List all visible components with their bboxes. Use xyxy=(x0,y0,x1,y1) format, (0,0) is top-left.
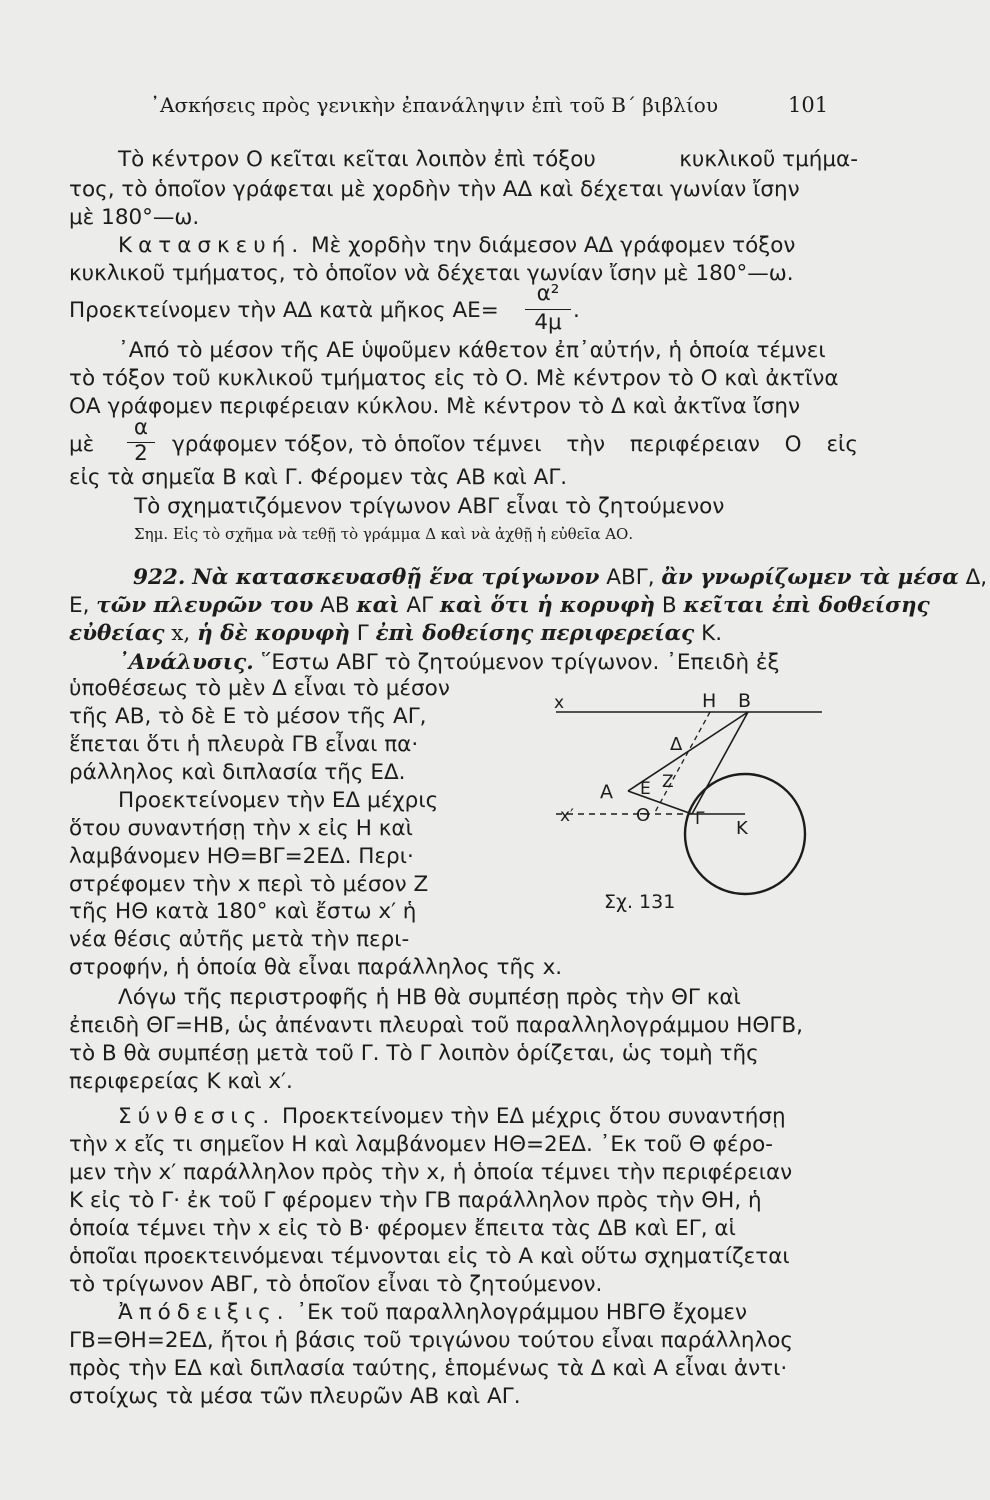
text-line: ράλληλος καὶ διπλασία τῆς ΕΔ. xyxy=(69,760,406,785)
text-line: Προεκτείνομεν τὴν ΑΔ κατὰ μῆκος ΑΕ= xyxy=(69,298,499,323)
text-line: ἕπεται ὅτι ἡ πλευρὰ ΓΒ εἶναι πα· xyxy=(69,732,419,757)
text-line: λαμβάνομεν ΗΘ=ΒΓ=2ΕΔ. Περι· xyxy=(69,844,414,869)
fraction-numerator: α² xyxy=(536,281,560,306)
fraction-denominator: 4μ xyxy=(534,310,562,335)
figure-caption: Σχ. 131 xyxy=(604,891,676,913)
section-label: Κατασκευή. xyxy=(118,233,305,258)
text-line: στρέφομεν τὴν x περὶ τὸ μέσον Ζ xyxy=(69,872,429,897)
note: Σημ. Εἰς τὸ σχῆμα νὰ τεθῇ τὸ γράμμα Δ καὶ νὰ ἀχθῇ ἡ εὐθεῖα ΑΟ. xyxy=(134,525,634,543)
period: . xyxy=(573,298,580,323)
text-line: ΟΑ γράφομεν περιφέρειαν κύκλου. Μὲ κέντρον τὸ Δ καὶ ἀκτῖνα ἴσην xyxy=(69,394,801,419)
text-line: μὲ xyxy=(69,432,95,457)
problem-number: 922. xyxy=(133,565,186,590)
text-line: περιφερείας Κ καὶ x′. xyxy=(69,1069,293,1094)
running-title: ᾿Ασκήσεις πρὸς γενικὴν ἐπανάληψιν ἐπὶ τοῦ Β΄ βιβλίου xyxy=(150,93,718,117)
text-line: πρὸς τὴν ΕΔ καὶ διπλασία ταύτης, ἑπομένως τὰ Δ καὶ Α εἶναι ἀντι· xyxy=(69,1356,788,1381)
fraction-denominator: 2 xyxy=(134,441,148,466)
label-e: Ε xyxy=(640,779,651,799)
text-line: ἐπειδὴ ΘΓ=ΗΒ, ὡς ἀπέναντι πλευραὶ τοῦ παραλληλογράμμου ΗΘΓΒ, xyxy=(69,1013,803,1038)
label-h: Η xyxy=(702,690,717,712)
label-g: Γ xyxy=(695,809,705,829)
line-h-theta xyxy=(654,712,710,814)
text-line: στροφήν, ἡ ὁποία θὰ εἶναι παράλληλος τῆς x. xyxy=(69,955,563,980)
label-x: x xyxy=(554,693,565,713)
text-line: μὲ 180°—ω. xyxy=(69,205,200,230)
text-line: Κ εἰς τὸ Γ· ἐκ τοῦ Γ φέρομεν τὴν ΓΒ παράλληλον πρὸς τὴν ΘΗ, ἡ xyxy=(69,1188,762,1213)
section-label: Ἀπόδειξις. xyxy=(118,1300,290,1325)
section-label: ᾿Ανάλυσις. xyxy=(118,650,254,675)
label-k: Κ xyxy=(736,818,748,839)
text-line: Κατασκευή. Μὲ χορδὴν την διάμεσον ΑΔ γράφομεν τόξον xyxy=(118,233,796,258)
text-line: Σύνθεσις. Προεκτείνομεν τὴν ΕΔ μέχρις ὅτου συναντήσῃ xyxy=(118,1104,786,1129)
text-line: Τὸ σχηματιζόμενον τρίγωνον ΑΒΓ εἶναι τὸ ζητούμενον xyxy=(134,494,725,519)
text-line: Ἀπόδειξις. ᾿Εκ τοῦ παραλληλογράμμου ΗΒΓΘ ἔχομεν xyxy=(118,1300,748,1325)
text-line: νέα θέσις αὐτῆς μετὰ τὴν περι- xyxy=(69,927,410,952)
text-line: ὁποῖαι προεκτεινόμεναι τέμνονται εἰς τὸ Α καὶ οὕτω σχηματίζεται xyxy=(69,1244,790,1269)
text-line: τὸ Β θὰ συμπέσῃ μετὰ τοῦ Γ. Τὸ Γ λοιπὸν ὁρίζεται, ὡς τομὴ τῆς xyxy=(69,1041,759,1066)
text-line: τος, τὸ ὁποῖον γράφεται μὲ χορδὴν τὴν ΑΔ καὶ δέχεται γωνίαν ἴσην xyxy=(69,177,800,202)
label-b: Β xyxy=(738,690,752,712)
geometry-figure xyxy=(540,688,830,918)
fraction-numerator: α xyxy=(133,415,149,440)
text-line: ὑποθέσεως τὸ μὲν Δ εἶναι τὸ μέσον xyxy=(69,676,450,701)
text-line: Προεκτείνομεν τὴν ΕΔ μέχρις xyxy=(118,788,439,813)
text-line: τὸ τρίγωνον ΑΒΓ, τὸ ὁποῖον εἶναι τὸ ζητούμενον. xyxy=(69,1272,603,1297)
problem-statement: 922. Νὰ κατασκευασθῇ ἕνα τρίγωνον ΑΒΓ, ἂν γνωρίζωμεν τὰ μέσα Δ, xyxy=(133,565,988,590)
text-line: τὸ τόξον τοῦ κυκλικοῦ τμήματος εἰς τὸ Ο. Μὲ κέντρον τὸ Ο καὶ ἀκτῖνα xyxy=(69,366,839,391)
text-line: ΓΒ=ΘΗ=2ΕΔ, ἤτοι ἡ βάσις τοῦ τριγώνου τούτου εἶναι παράλληλος xyxy=(69,1328,794,1353)
section-label: Σύνθεσις. xyxy=(118,1104,276,1129)
text-line: τὴν x εἴς τι σημεῖον Η καὶ λαμβάνομεν ΗΘ=2ΕΔ. ᾿Εκ τοῦ Θ φέρο- xyxy=(69,1132,774,1157)
label-theta: Θ xyxy=(636,805,651,826)
text-line: τῆς ΑΒ, τὸ δὲ Ε τὸ μέσον τῆς ΑΓ, xyxy=(69,704,427,729)
text-line: μεν τὴν x′ παράλληλον πρὸς τὴν x, ἡ ὁποία τέμνει τὴν περιφέρειαν xyxy=(69,1160,793,1185)
text-line: ᾿Από τὸ μέσον τῆς ΑΕ ὑψοῦμεν κάθετον ἐπ᾿αὐτήν, ἡ ὁποία τέμνει xyxy=(118,338,826,363)
text-line: ᾿Ανάλυσις. ῞Εστω ΑΒΓ τὸ ζητούμενον τρίγωνον. ᾿Επειδὴ ἐξ xyxy=(118,650,780,675)
text-line: γράφομεν τόξον, τὸ ὁποῖον τέμνει τὴν περιφέρειαν Ο εἰς xyxy=(172,432,858,457)
text-line: Τὸ κέντρον Ο κεῖται κεῖται λοιπὸν ἐπὶ τόξου κυκλικοῦ τμήμα- xyxy=(118,147,858,172)
text-line: στοίχως τὰ μέσα τῶν πλευρῶν ΑΒ καὶ ΑΓ. xyxy=(69,1384,521,1409)
problem-statement: Ε, τῶν πλευρῶν του ΑΒ καὶ ΑΓ καὶ ὅτι ἡ κορυφὴ Β κεῖται ἐπὶ δοθείσης xyxy=(69,593,930,618)
label-z: Ζ xyxy=(662,772,674,792)
text-line: Λόγω τῆς περιστροφῆς ἡ ΗΒ θὰ συμπέσῃ πρὸς τὴν ΘΓ καὶ xyxy=(118,985,741,1010)
problem-statement: εὐθείας x, ἡ δὲ κορυφὴ Γ ἐπὶ δοθείσης περιφερείας Κ. xyxy=(69,621,723,646)
text-line: ὁποία τέμνει τὴν x εἰς τὸ Β· φέρομεν ἔπειτα τὰς ΔΒ καὶ ΕΓ, αἱ xyxy=(69,1216,736,1241)
text-line: εἰς τὰ σημεῖα Β καὶ Γ. Φέρομεν τὰς ΑΒ καὶ ΑΓ. xyxy=(69,465,568,490)
label-x-prime: x′ xyxy=(560,806,574,826)
label-d: Δ xyxy=(670,734,683,755)
text-line: τῆς ΗΘ κατὰ 180° καὶ ἔστω x′ ἡ xyxy=(69,899,417,924)
label-a: Α xyxy=(600,781,613,803)
text-line: ὅτου συναντήσῃ τὴν x εἰς Η καὶ xyxy=(69,816,413,841)
page-number: 101 xyxy=(788,93,829,117)
side-bg xyxy=(692,712,748,814)
text-line: κυκλικοῦ τμήματος, τὸ ὁποῖον νὰ δέχεται γωνίαν ἴσην μὲ 180°—ω. xyxy=(69,261,794,286)
